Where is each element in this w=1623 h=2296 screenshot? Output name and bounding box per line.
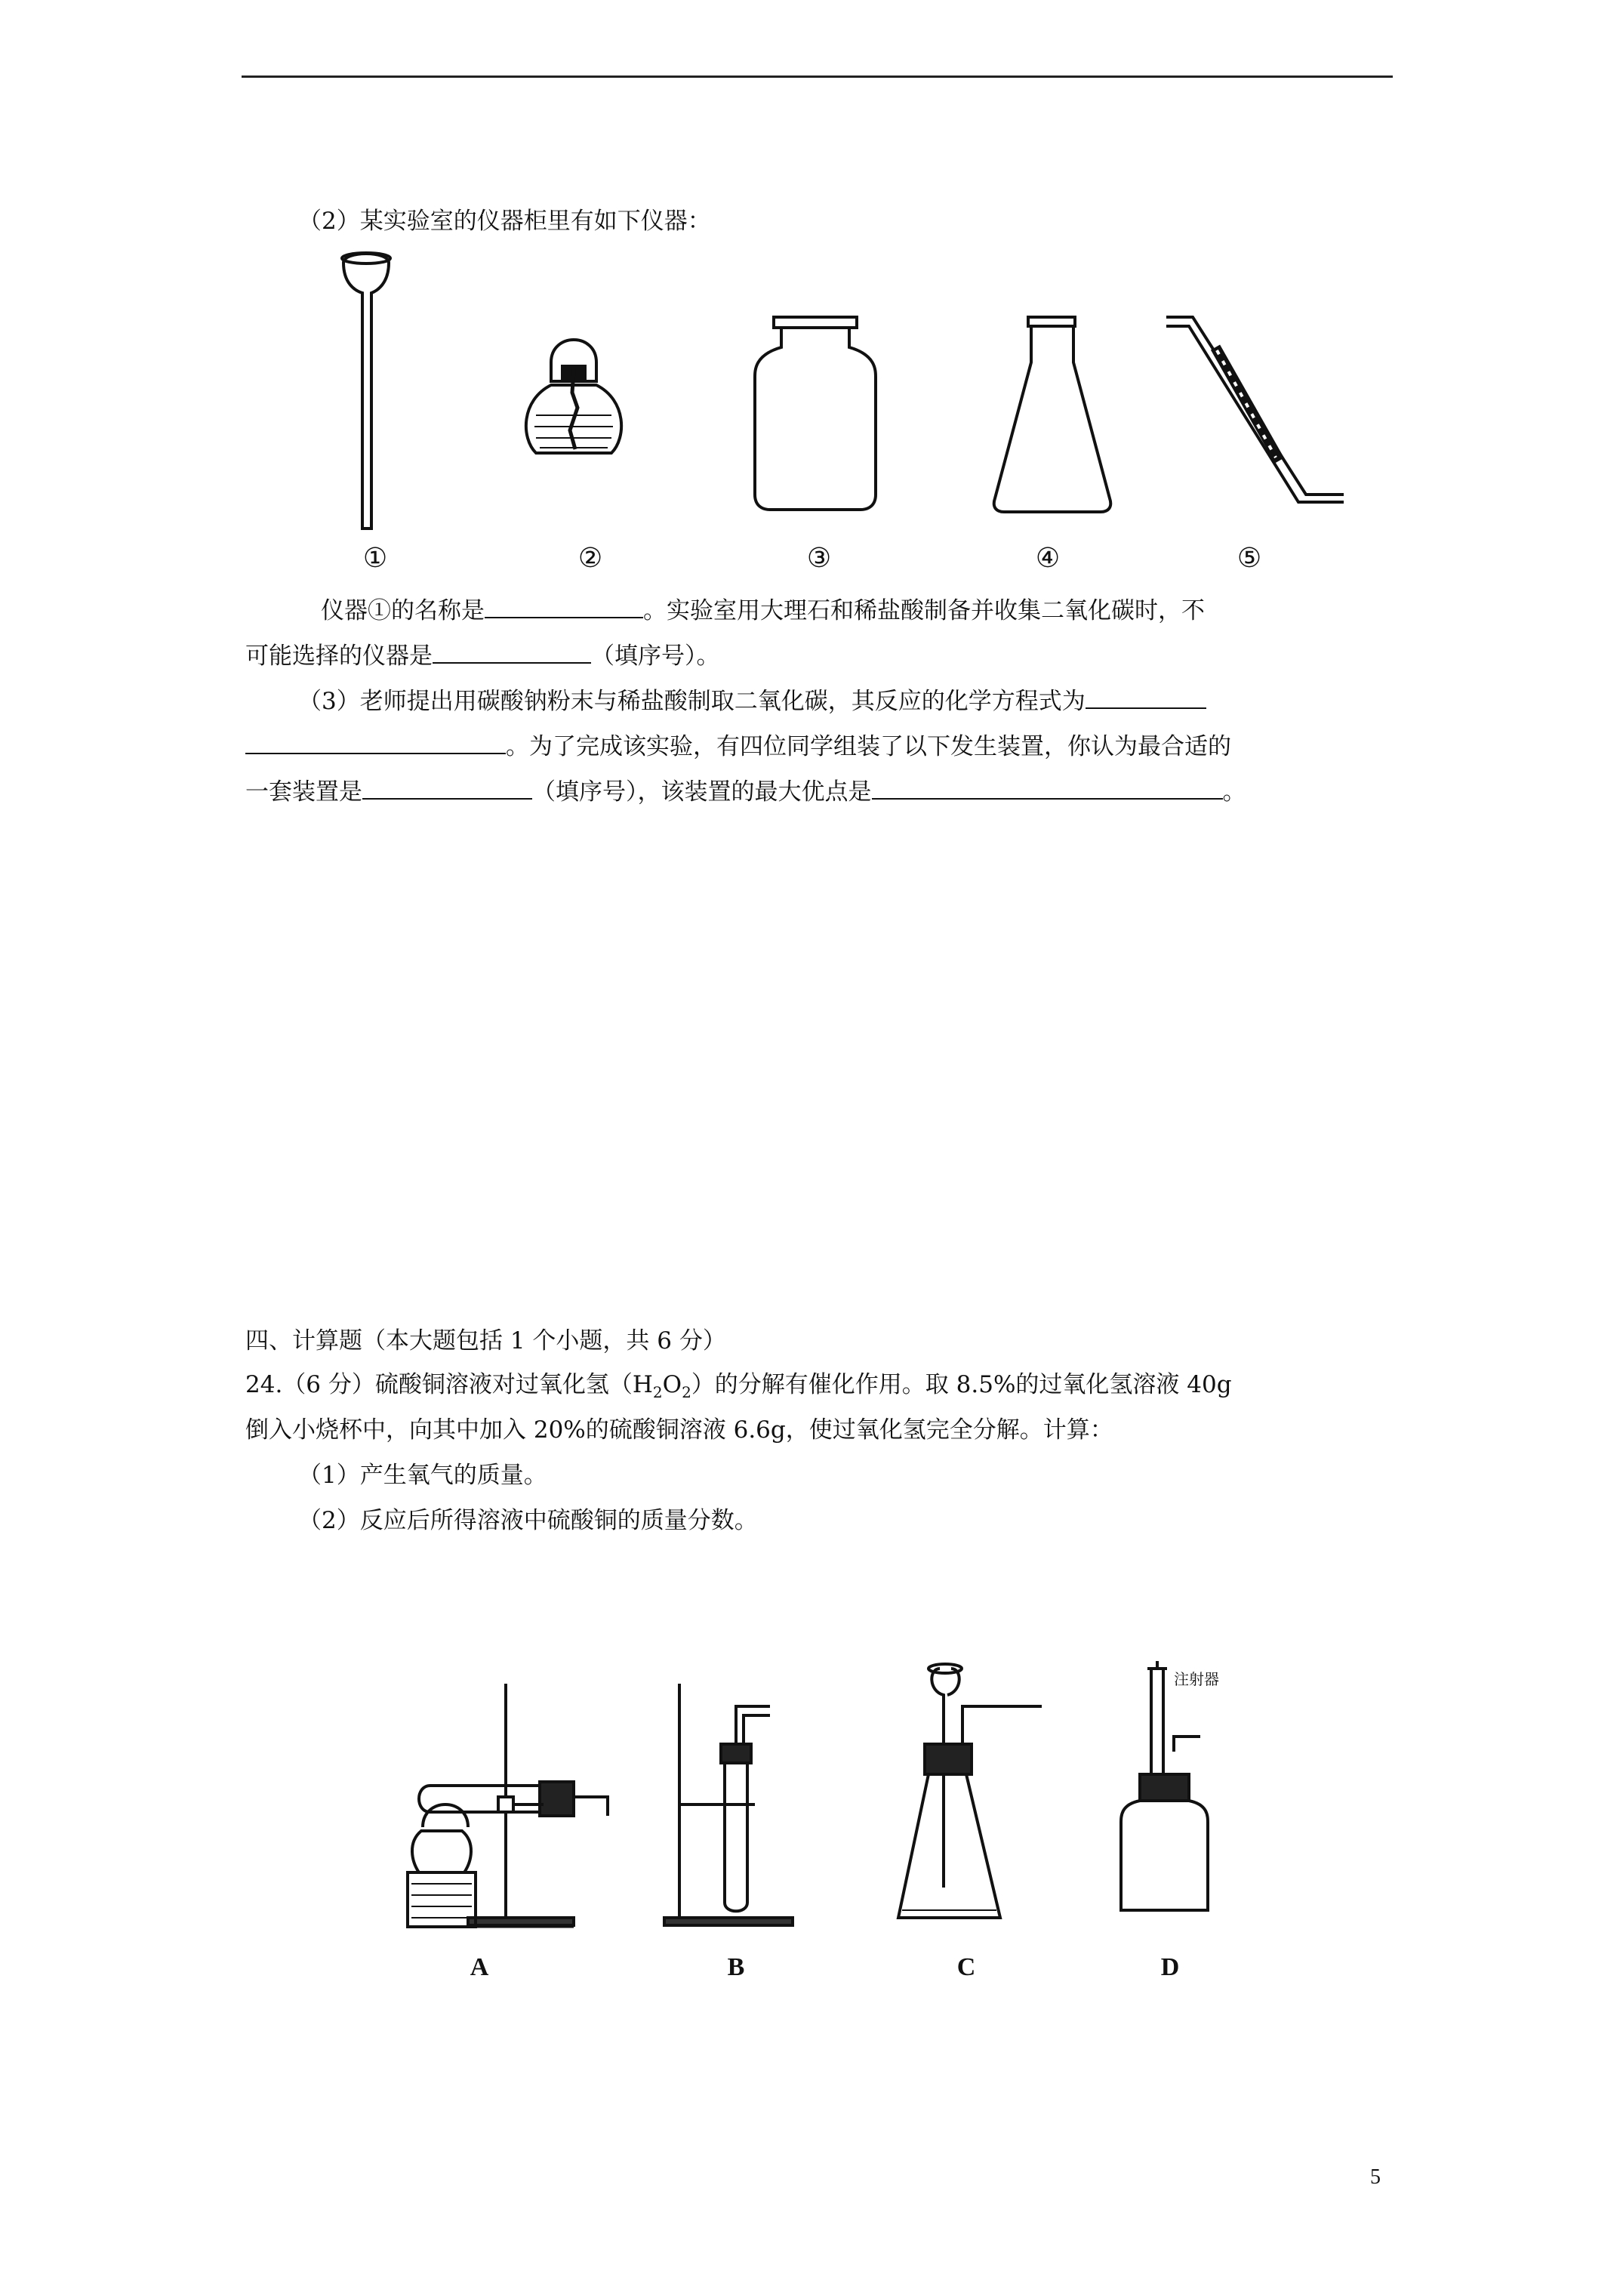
header-rule <box>242 76 1393 78</box>
q24-line-1 <box>245 1369 1232 1408</box>
q24-o: O <box>662 1371 682 1398</box>
apparatus-b-icon <box>664 1684 793 1925</box>
label-d: D <box>1160 1953 1180 1981</box>
connecting-tube-icon <box>1166 317 1344 502</box>
instrument-number-1: ① <box>362 543 388 574</box>
instruments-figure <box>332 249 1389 539</box>
q-line-1-b: 。实验室用大理石和稀盐酸制备并收集二氧化碳时，不 <box>643 597 1205 624</box>
part3-line-3 <box>245 772 1246 808</box>
syringe-label: 注射器 <box>1174 1670 1219 1688</box>
page-number: 5 <box>1370 2165 1381 2189</box>
instrument-number-2: ② <box>577 543 603 574</box>
label-a: A <box>470 1953 489 1981</box>
instrument-number-5: ⑤ <box>1236 543 1262 574</box>
q-line-2 <box>245 636 720 672</box>
answer-blank-advantage[interactable] <box>872 772 1223 800</box>
conical-flask-icon <box>994 317 1111 512</box>
q-line-2-b: （填序号）。 <box>591 643 720 670</box>
gas-bottle-icon <box>755 317 876 510</box>
alcohol-lamp-icon <box>526 340 621 453</box>
q-line-1 <box>321 591 1205 627</box>
part2-intro: （2）某实验室的仪器柜里有如下仪器： <box>298 208 711 235</box>
answer-blank-instrument-number[interactable] <box>433 636 591 664</box>
part3-line-3-b: （填序号），该装置的最大优点是 <box>532 778 872 806</box>
q24-line-1-a: 24.（6 分）硫酸铜溶液对过氧化氢（H <box>245 1371 653 1398</box>
answer-blank-equation-b[interactable] <box>245 727 506 754</box>
long-neck-funnel-icon <box>342 253 390 529</box>
part3-line-1-text: （3）老师提出用碳酸钠粉末与稀盐酸制取二氧化碳，其反应的化学方程式为 <box>298 688 1086 715</box>
part3-line-3-a: 一套装置是 <box>245 778 362 806</box>
label-b: B <box>727 1953 745 1981</box>
section4-heading: 四、计算题（本大题包括 1 个小题，共 6 分） <box>245 1327 726 1354</box>
part3-line-1 <box>298 682 1206 717</box>
q24-line-1-b: ）的分解有催化作用。取 8.5%的过氧化氢溶液 40g <box>691 1371 1232 1398</box>
part3-line-3-c: 。 <box>1222 778 1246 806</box>
q24-sub-1: 2 <box>652 1383 663 1402</box>
apparatus-d-icon <box>1121 1661 1208 1910</box>
q24-sub-2: 2 <box>682 1383 691 1402</box>
q24-item-2: （2）反应后所得溶液中硫酸铜的质量分数。 <box>298 1507 758 1534</box>
apparatus-a-icon <box>408 1684 608 1927</box>
part3-line-2-text: 。为了完成该实验，有四位同学组装了以下发生装置，你认为最合适的 <box>506 733 1231 760</box>
part3-line-2 <box>245 727 1231 763</box>
instrument-number-3: ③ <box>806 543 832 574</box>
label-c: C <box>956 1953 976 1981</box>
q-line-1-a: 仪器①的名称是 <box>321 597 485 624</box>
instrument-number-4: ④ <box>1035 543 1061 574</box>
answer-blank-equation-a[interactable] <box>1086 682 1206 709</box>
q24-line-2: 倒入小烧杯中，向其中加入 20%的硫酸铜溶液 6.6g，使过氧化氢完全分解。计算： <box>245 1416 1113 1444</box>
apparatus-figure <box>393 1661 1298 1943</box>
q24-item-1: （1）产生氧气的质量。 <box>298 1462 547 1489</box>
answer-blank-device[interactable] <box>362 772 532 800</box>
q-line-2-a: 可能选择的仪器是 <box>245 643 433 670</box>
apparatus-c-icon <box>898 1664 1042 1918</box>
answer-blank-instrument-name[interactable] <box>485 591 643 618</box>
